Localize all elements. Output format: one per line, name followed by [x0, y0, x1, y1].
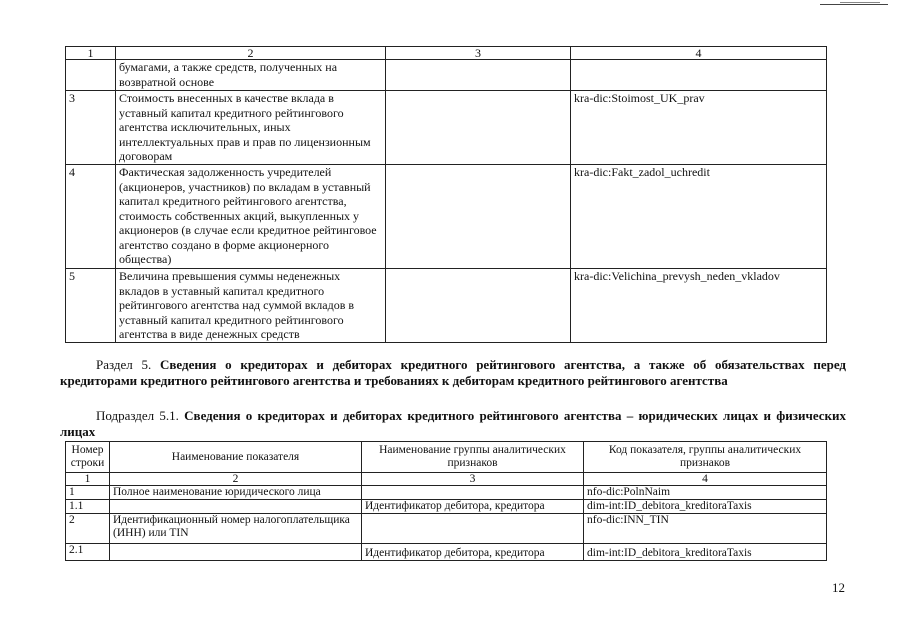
indicator-name: Величина превышения суммы неденежных вкладов в уставный капитал кредитного рейтингового агентства над суммой вкладов в уставный капитал кредитного рейтингового агентства в виде денежных средств [116, 269, 386, 343]
indicator-name: Идентификационный номер налогоплательщика (ИНН) или TIN [110, 514, 362, 544]
row-number: 4 [66, 165, 116, 269]
table-row [66, 269, 827, 343]
section-title: Сведения о кредиторах и дебиторах кредитного рейтингового агентства, а также об обязательствах перед кредиторами кредитного рейтингового агентства и требованиях к дебиторам кредитного рейтингового агентства [60, 357, 847, 388]
group-name [386, 269, 571, 343]
table-row [66, 514, 827, 544]
subsection-title: Сведения о кредиторах и дебиторах кредитного рейтингового агентства – юридических лицах и физических лицах [60, 408, 846, 439]
indicator-name: бумагами, а также средств, полученных на возвратной основе [116, 60, 386, 91]
col-group-name-header: Наименование группы аналитических признаков [362, 442, 584, 473]
table-row [66, 544, 827, 561]
indicator-code [571, 60, 827, 91]
group-name [362, 514, 584, 544]
col-code-header: Код показателя, группы аналитических признаков [584, 442, 827, 473]
row-number [66, 60, 116, 91]
col-1-header: 1 [66, 47, 116, 60]
section-5-heading [60, 357, 846, 389]
group-name: Идентификатор дебитора, кредитора [362, 544, 584, 561]
row-number: 1 [66, 486, 110, 500]
indicator-name [110, 500, 362, 514]
indicator-code: kra-dic:Velichina_prevysh_neden_vkladov [571, 269, 827, 343]
group-name: Идентификатор дебитора, кредитора [362, 500, 584, 514]
col-row-number-header: Номер строки [66, 442, 110, 473]
table-header-row [66, 442, 827, 473]
col-indicator-name-header: Наименование показателя [110, 442, 362, 473]
col-3-header: 3 [386, 47, 571, 60]
section-prefix: Раздел 5. [96, 357, 160, 372]
row-number: 5 [66, 269, 116, 343]
col-number: 3 [362, 473, 584, 486]
indicator-code: nfo-dic:INN_TIN [584, 514, 827, 544]
top-rule [820, 4, 888, 5]
col-4-header: 4 [571, 47, 827, 60]
group-name [386, 60, 571, 91]
col-number: 4 [584, 473, 827, 486]
indicator-name: Полное наименование юридического лица [110, 486, 362, 500]
col-number: 2 [110, 473, 362, 486]
indicator-code: kra-dic:Stoimost_UK_prav [571, 91, 827, 165]
col-number: 1 [66, 473, 110, 486]
row-number: 1.1 [66, 500, 110, 514]
indicator-code: dim-int:ID_debitora_kreditoraTaxis [584, 500, 827, 514]
table-continued [65, 46, 827, 343]
indicator-name [110, 544, 362, 561]
table-row [66, 486, 827, 500]
table-row [66, 60, 827, 91]
indicator-code: nfo-dic:PolnNaim [584, 486, 827, 500]
subsection-prefix: Подраздел 5.1. [96, 408, 185, 423]
indicator-name: Фактическая задолженность учредителей (акционеров, участников) по вкладам в уставный капитал кредитного рейтингового агентства, стоимость собственных акций, выкупленных у акционеров (в случае если кредитное рейтинговое агентство создано в форме акционерного общества) [116, 165, 386, 269]
table-row [66, 500, 827, 514]
page-number: 12 [832, 580, 845, 595]
column-number-row [66, 473, 827, 486]
indicator-code: kra-dic:Fakt_zadol_uchredit [571, 165, 827, 269]
top-rule-2 [840, 2, 880, 3]
table-row [66, 165, 827, 269]
creditors-table [65, 441, 827, 561]
row-number: 2 [66, 514, 110, 544]
group-name [386, 165, 571, 269]
table-row [66, 91, 827, 165]
group-name [386, 91, 571, 165]
row-number: 2.1 [66, 544, 110, 561]
col-2-header: 2 [116, 47, 386, 60]
row-number: 3 [66, 91, 116, 165]
indicator-code: dim-int:ID_debitora_kreditoraTaxis [584, 544, 827, 561]
group-name [362, 486, 584, 500]
indicator-name: Стоимость внесенных в качестве вклада в уставный капитал кредитного рейтингового агентства исключительных, иных интеллектуальных прав и прав по лицензионным договорам [116, 91, 386, 165]
subsection-5-1-heading [60, 408, 846, 440]
table-header-row [66, 47, 827, 60]
